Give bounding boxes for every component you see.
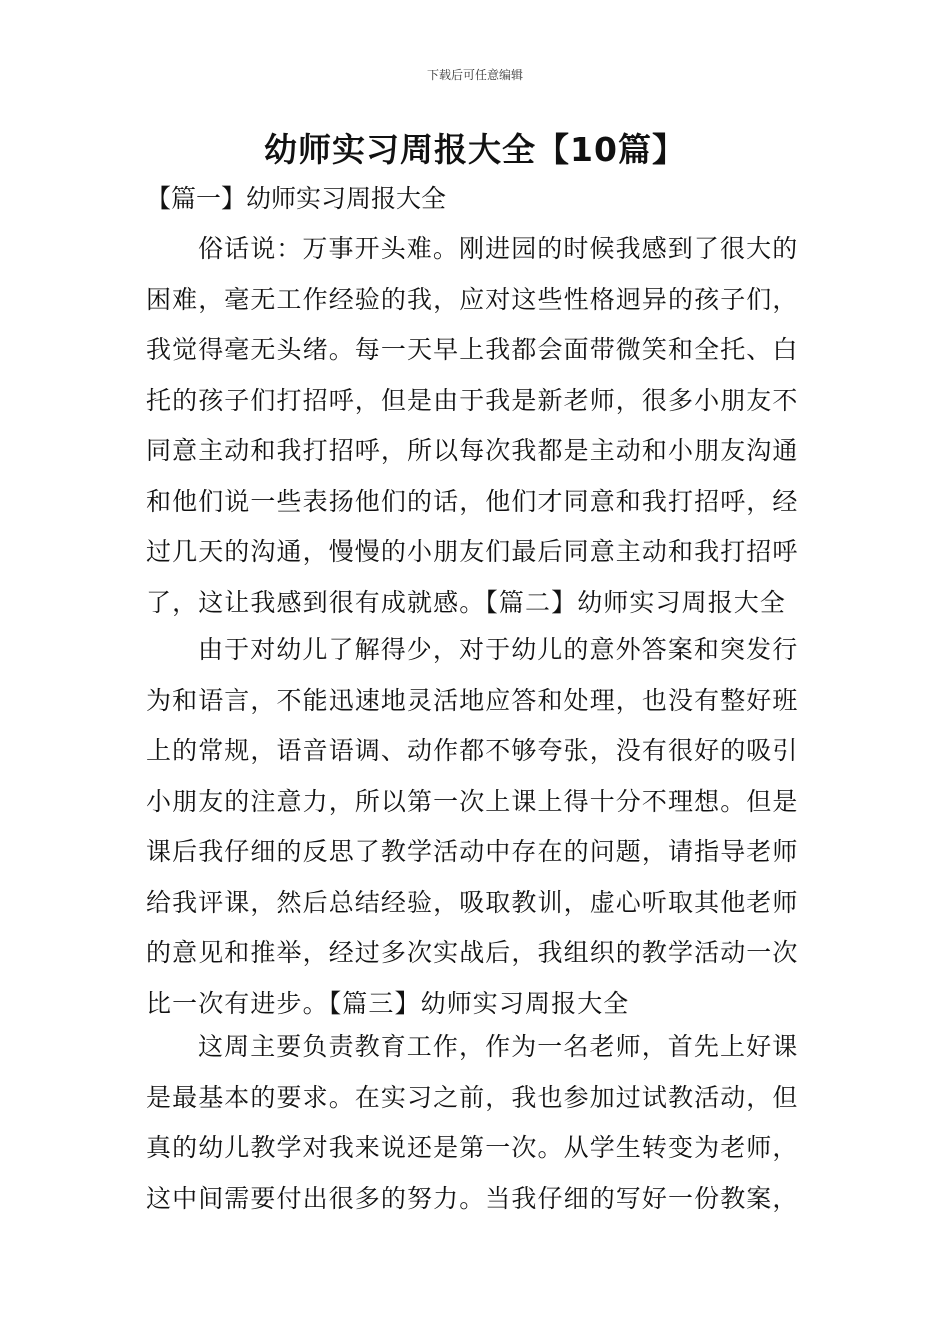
text-line: 小朋友的注意力，所以第一次上课上得十分不理想。但是 [146,786,799,816]
text-line: 和他们说一些表扬他们的话，他们才同意和我打招呼，经 [146,486,799,516]
paragraph-1 [146,224,806,628]
text-line: 比一次有进步。【篇三】幼师实习周报大全 [146,988,630,1018]
text-line: 困难，毫无工作经验的我，应对这些性格迥异的孩子们， [146,284,799,314]
text-line: 课后我仔细的反思了教学活动中存在的问题，请指导老师 [146,837,799,866]
text-line: 由于对幼儿了解得少，对于幼儿的意外答案和突发行 [198,635,799,664]
text-line: 同意主动和我打招呼，所以每次我都是主动和小朋友沟通 [146,436,799,465]
text-line: 过几天的沟通，慢慢的小朋友们最后同意主动和我打招呼 [146,537,799,566]
text-line: 我觉得毫无头绪。每一天早上我都会面带微笑和全托、白 [146,335,799,364]
text-line: 为和语言，不能迅速地灵活地应答和处理，也没有整好班 [146,685,799,715]
text-line: 这周主要负责教育工作，作为一名老师，首先上好课 [198,1032,799,1061]
text-line: 上的常规，语音语调、动作都不够夸张，没有很好的吸引 [146,736,799,765]
section-heading: 【篇一】幼师实习周报大全 [146,184,447,213]
document-title: 幼师实习周报大全【10篇】 [264,130,686,169]
text-line: 这中间需要付出很多的努力。当我仔细的写好一份教案， [146,1183,799,1213]
header-note: 下载后可任意编辑 [426,68,523,82]
text-line: 的意见和推举，经过多次实战后，我组织的教学活动一次 [146,938,799,967]
text-line: 托的孩子们打招呼，但是由于我是新老师，很多小朋友不 [146,385,799,415]
paragraph-2 [146,625,806,1029]
text-line: 给我评课，然后总结经验，吸取教训，虚心听取其他老师 [146,887,799,917]
text-line: 是最基本的要求。在实习之前，我也参加过试教活动，但 [146,1082,799,1112]
text-line: 真的幼儿教学对我来说还是第一次。从学生转变为老师， [146,1133,799,1162]
text-line: 俗话说：万事开头难。刚进园的时候我感到了很大的 [198,234,799,263]
text-line: 了，这让我感到很有成就感。【篇二】幼师实习周报大全 [146,587,787,617]
paragraph-3 [146,1022,806,1224]
